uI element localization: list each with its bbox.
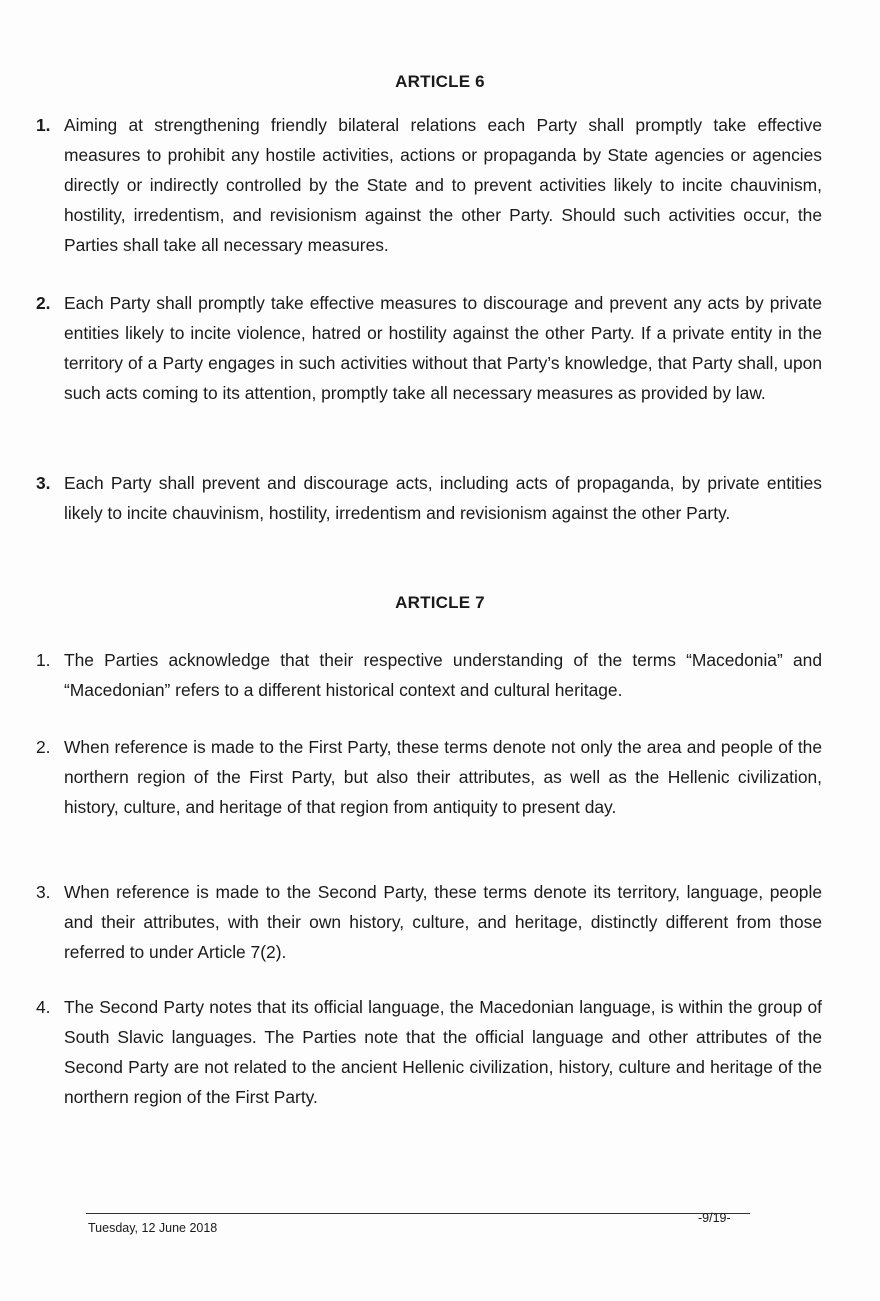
item-number: 1.	[36, 115, 51, 135]
article-7-item-3	[36, 877, 822, 967]
item-text: Each Party shall prevent and discourage acts, including acts of propaganda, by private entities likely to incite chauvinism, hostility, irredentism and revisionism against the other Party.	[64, 473, 822, 523]
item-number: 4.	[36, 997, 51, 1017]
footer-divider	[86, 1213, 750, 1214]
item-text: When reference is made to the Second Party, these terms denote its territory, language, people and their attributes, with their own history, culture, and heritage, distinctly different from those referred to under Article 7(2).	[64, 882, 822, 962]
article-7-item-4	[36, 992, 822, 1112]
article-6-item-2	[36, 288, 822, 408]
article-6-item-1	[36, 110, 822, 260]
page-number: -9/19-	[698, 1211, 731, 1225]
article-7-item-1	[36, 645, 822, 705]
item-text: The Second Party notes that its official language, the Macedonian language, is within the group of South Slavic languages. The Parties note that the official language and other attributes of the Second Party are not related to the ancient Hellenic civilization, history, culture and heritage of the northern region of the First Party.	[64, 997, 822, 1107]
item-number: 2.	[36, 293, 51, 313]
item-text: When reference is made to the First Party, these terms denote not only the area and people of the northern region of the First Party, but also their attributes, as well as the Hellenic civilization, history, culture, and heritage of that region from antiquity to present day.	[64, 737, 822, 817]
item-number: 1.	[36, 650, 51, 670]
item-text: The Parties acknowledge that their respective understanding of the terms “Macedonia” and “Macedonian” refers to a different historical context and cultural heritage.	[64, 650, 822, 700]
article-6-heading: ARTICLE 6	[395, 72, 485, 91]
article-6-item-3	[36, 468, 822, 528]
item-number: 3.	[36, 473, 51, 493]
footer-date: Tuesday, 12 June 2018	[88, 1221, 218, 1235]
item-number: 3.	[36, 882, 51, 902]
article-7-item-2	[36, 732, 822, 822]
item-text: Each Party shall promptly take effective measures to discourage and prevent any acts by private entities likely to incite violence, hatred or hostility against the other Party. If a private entity in the territory of a Party engages in such activities without that Party’s knowledge, that Party shall, upon such acts coming to its attention, promptly take all necessary measures as provided by law.	[64, 293, 822, 403]
article-7-heading: ARTICLE 7	[395, 593, 485, 612]
item-number: 2.	[36, 737, 51, 757]
item-text: Aiming at strengthening friendly bilateral relations each Party shall promptly take effective measures to prohibit any hostile activities, actions or propaganda by State agencies or agencies directly or indirectly controlled by the State and to prevent activities likely to incite chauvinism, hostility, irredentism, and revisionism against the other Party. Should such activities occur, the Parties shall take all necessary measures.	[64, 115, 822, 255]
